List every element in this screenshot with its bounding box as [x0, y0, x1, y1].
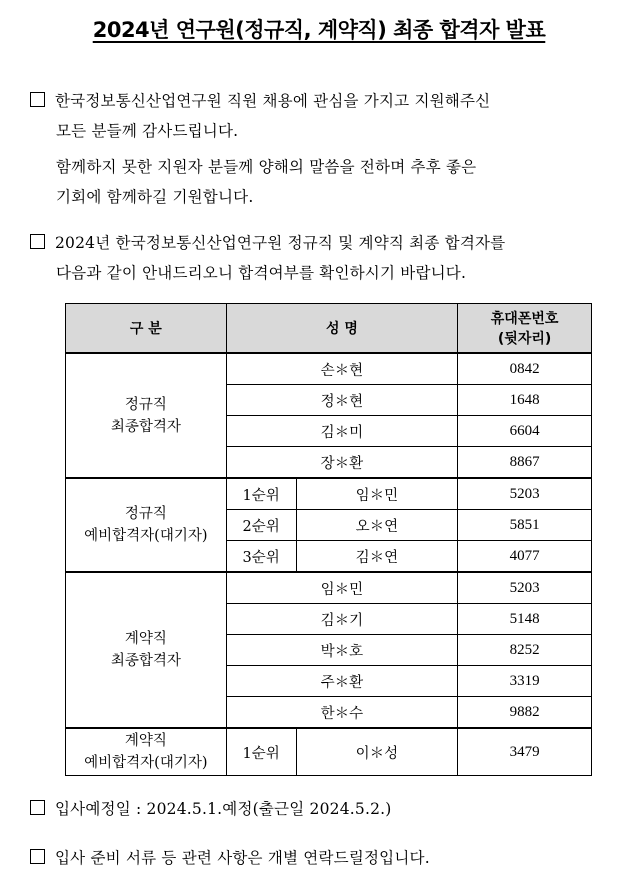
- phone-cell: 5851: [458, 510, 592, 541]
- table-row: [66, 728, 592, 776]
- phone-cell: 1648: [458, 385, 592, 416]
- phone-cell: 4077: [458, 541, 592, 573]
- name-cell: 김＊연: [296, 541, 458, 573]
- name-cell: 임＊민: [226, 572, 458, 604]
- result-table: [65, 303, 592, 776]
- header-phone: 휴대폰번호 (뒷자리): [458, 304, 592, 354]
- checkbox-square-icon: [30, 92, 45, 107]
- name-cell: 정＊현: [226, 385, 458, 416]
- name-cell: 임＊민: [296, 478, 458, 510]
- table-row: [66, 478, 592, 510]
- name-cell: 김＊미: [226, 416, 458, 447]
- category-cell: 계약직 최종합격자: [66, 572, 227, 728]
- header-category: 구 분: [66, 304, 227, 354]
- announce-paragraph: 2024년 한국정보통신산업연구원 정규직 및 계약직 최종 합격자를 다음과 같이 안내드리오니 합격여부를 확인하시기 바랍니다.: [30, 228, 620, 288]
- rank-cell: 1순위: [226, 728, 296, 776]
- phone-cell: 8867: [458, 447, 592, 479]
- name-cell: 주＊환: [226, 666, 458, 697]
- name-cell: 손＊현: [226, 353, 458, 385]
- phone-cell: 0842: [458, 353, 592, 385]
- phone-cell: 5148: [458, 604, 592, 635]
- rank-cell: 2순위: [226, 510, 296, 541]
- category-cell: 정규직 예비합격자(대기자): [66, 478, 227, 572]
- phone-cell: 5203: [458, 478, 592, 510]
- checkbox-square-icon: [30, 849, 45, 864]
- intro-paragraph: 한국정보통신산업연구원 직원 채용에 관심을 가지고 지원해주신 모든 분들께 감사드립니다. 함께하지 못한 지원자 분들께 양해의 말씀을 전하며 추후 좋은 기회에 함께하길 기원합니다.: [30, 86, 620, 212]
- table-row: [66, 572, 592, 604]
- name-cell: 오＊연: [296, 510, 458, 541]
- checkbox-square-icon: [30, 800, 45, 815]
- phone-cell: 3479: [458, 728, 592, 776]
- category-cell: 정규직 최종합격자: [66, 353, 227, 478]
- start-date-paragraph: 입사예정일 : 2024.5.1.예정(출근일 2024.5.2.): [30, 794, 620, 824]
- phone-cell: 8252: [458, 635, 592, 666]
- checkbox-square-icon: [30, 234, 45, 249]
- table-row: [66, 353, 592, 385]
- table-header-row: [66, 304, 592, 354]
- name-cell: 이＊성: [296, 728, 458, 776]
- name-cell: 장＊환: [226, 447, 458, 479]
- phone-cell: 3319: [458, 666, 592, 697]
- rank-cell: 3순위: [226, 541, 296, 573]
- phone-cell: 6604: [458, 416, 592, 447]
- category-cell: 계약직 예비합격자(대기자): [66, 728, 227, 776]
- name-cell: 한＊수: [226, 697, 458, 729]
- documents-paragraph: 입사 준비 서류 등 관련 사항은 개별 연락드릴정입니다.: [30, 843, 620, 873]
- page-title: 2024년 연구원(정규직, 계약직) 최종 합격자 발표: [92, 18, 546, 42]
- name-cell: 박＊호: [226, 635, 458, 666]
- rank-cell: 1순위: [226, 478, 296, 510]
- phone-cell: 9882: [458, 697, 592, 729]
- name-cell: 김＊기: [226, 604, 458, 635]
- header-name: 성 명: [226, 304, 458, 354]
- phone-cell: 5203: [458, 572, 592, 604]
